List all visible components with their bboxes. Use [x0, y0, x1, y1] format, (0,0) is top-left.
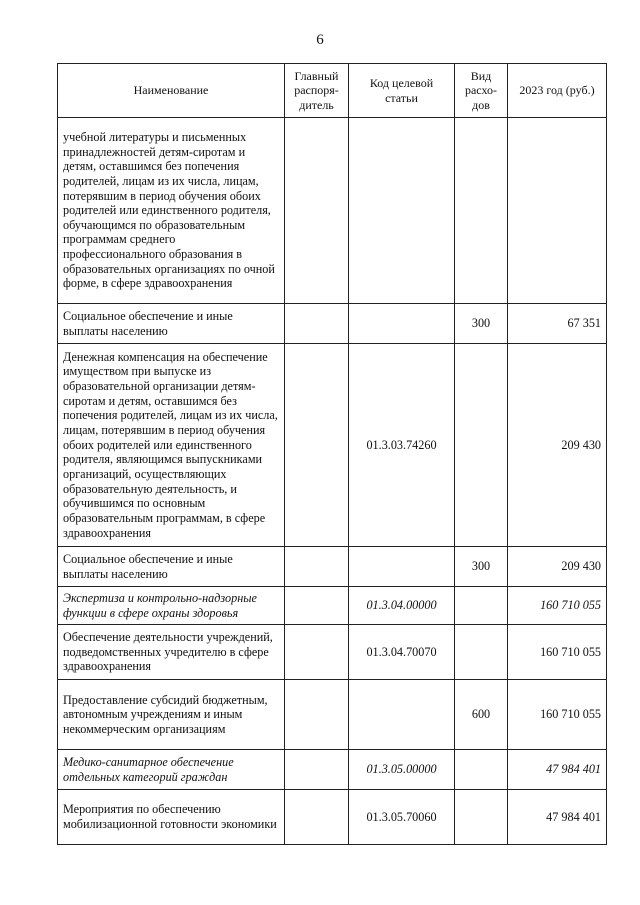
row-expense-type: 300	[455, 304, 508, 344]
row-sum: 209 430	[508, 344, 607, 547]
row-sum: 160 710 055	[508, 587, 607, 625]
table-row	[58, 750, 607, 790]
row-chief-administrator	[285, 118, 349, 304]
row-target-code: 01.3.04.00000	[349, 587, 455, 625]
row-chief-administrator	[285, 587, 349, 625]
row-chief-administrator	[285, 680, 349, 750]
table-row	[58, 304, 607, 344]
row-sum: 47 984 401	[508, 750, 607, 790]
row-sum: 160 710 055	[508, 680, 607, 750]
row-target-code	[349, 304, 455, 344]
row-expense-type	[455, 790, 508, 845]
table-row	[58, 625, 607, 680]
row-chief-administrator	[285, 625, 349, 680]
row-name: Социальное обеспечение и иные выплаты населению	[58, 304, 285, 344]
table-row	[58, 344, 607, 547]
row-expense-type	[455, 344, 508, 547]
page-number: 6	[316, 32, 324, 48]
header-chief-administrator: Главный распоря-дитель	[285, 64, 349, 118]
header-name: Наименование	[58, 64, 285, 118]
row-chief-administrator	[285, 344, 349, 547]
row-chief-administrator	[285, 547, 349, 587]
header-sum-2023: 2023 год (руб.)	[508, 64, 607, 118]
row-name: Экспертиза и контрольно-надзорные функции в сфере охраны здоровья	[58, 587, 285, 625]
row-name: Социальное обеспечение и иные выплаты населению	[58, 547, 285, 587]
table-row	[58, 680, 607, 750]
budget-table	[57, 63, 607, 845]
row-target-code: 01.3.05.70060	[349, 790, 455, 845]
row-sum: 67 351	[508, 304, 607, 344]
row-chief-administrator	[285, 790, 349, 845]
table-row	[58, 118, 607, 304]
row-sum: 47 984 401	[508, 790, 607, 845]
table-row	[58, 790, 607, 845]
row-target-code: 01.3.04.70070	[349, 625, 455, 680]
table-row	[58, 547, 607, 587]
row-name: Предоставление субсидий бюджетным, автономным учреждениям и иным некоммерческим организациям	[58, 680, 285, 750]
row-sum: 209 430	[508, 547, 607, 587]
header-expense-type: Вид расхо-дов	[455, 64, 508, 118]
row-expense-type	[455, 625, 508, 680]
row-name: Мероприятия по обеспечению мобилизационной готовности экономики	[58, 790, 285, 845]
row-target-code	[349, 680, 455, 750]
row-sum	[508, 118, 607, 304]
row-name: учебной литературы и письменных принадлежностей детям-сиротам и детям, оставшимся без попечения родителей, лицам из их числа, лицам, потерявшим в период обучения обоих родителей или единственного родителя, обучающимся по образовательным программам среднего профессионального образования в образовательных организациях по очной форме, в сфере здравоохранения	[58, 118, 285, 304]
row-expense-type: 300	[455, 547, 508, 587]
row-target-code	[349, 118, 455, 304]
row-target-code: 01.3.03.74260	[349, 344, 455, 547]
row-sum: 160 710 055	[508, 625, 607, 680]
row-expense-type: 600	[455, 680, 508, 750]
row-name: Медико-санитарное обеспечение отдельных категорий граждан	[58, 750, 285, 790]
row-target-code	[349, 547, 455, 587]
row-expense-type	[455, 750, 508, 790]
row-expense-type	[455, 587, 508, 625]
row-name: Денежная компенсация на обеспечение имуществом при выпуске из образовательной организации детям-сиротам и детям, оставшимся без попечения родителей, лицам из их числа, лицам, потерявшим в период обучения обоих родителей или единственного родителя, являющимся выпускниками организаций, осуществляющих образовательную деятельность, и обучившимся по основным образовательным программам, в сфере здравоохранения	[58, 344, 285, 547]
row-chief-administrator	[285, 750, 349, 790]
table-header-row	[58, 64, 607, 118]
table-row	[58, 587, 607, 625]
row-chief-administrator	[285, 304, 349, 344]
row-name: Обеспечение деятельности учреждений, подведомственных учредителю в сфере здравоохранения	[58, 625, 285, 680]
header-target-code: Код целевой статьи	[349, 64, 455, 118]
row-target-code: 01.3.05.00000	[349, 750, 455, 790]
row-expense-type	[455, 118, 508, 304]
